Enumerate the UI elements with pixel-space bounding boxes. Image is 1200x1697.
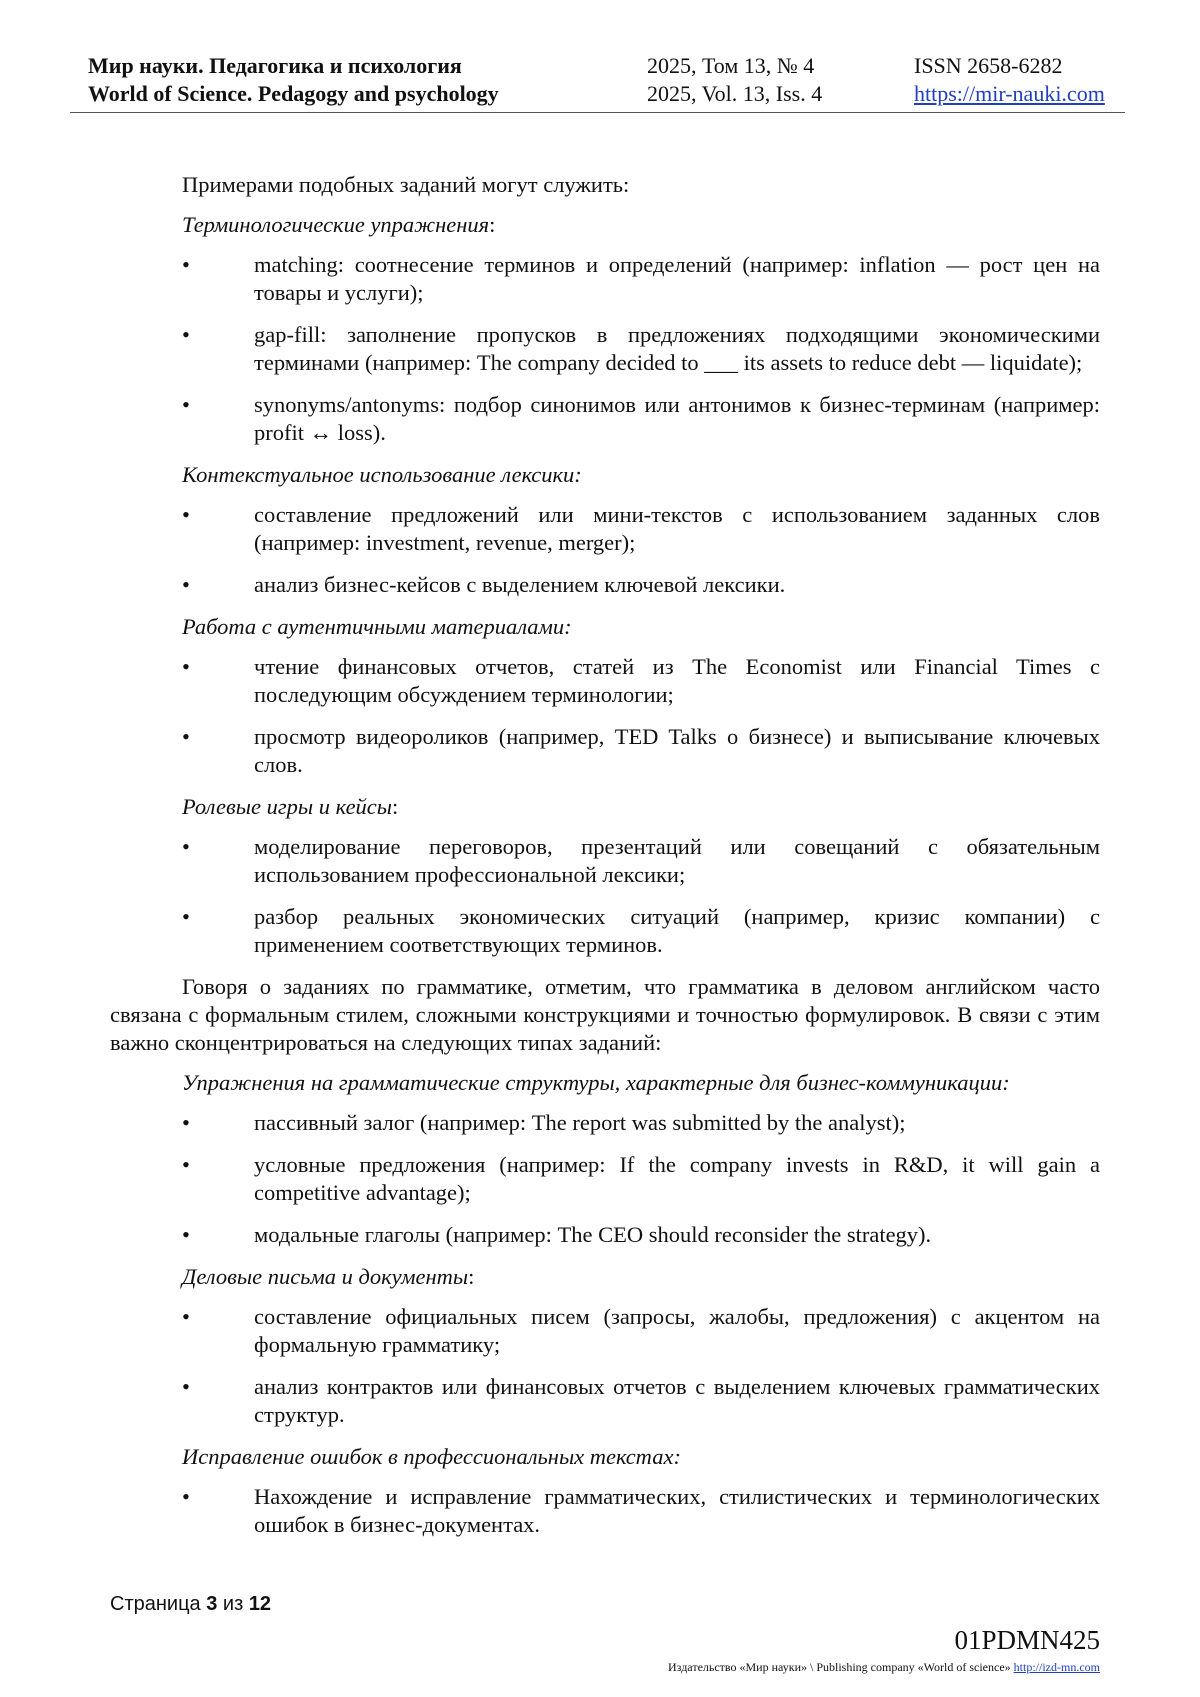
bullet-icon: • bbox=[182, 1373, 190, 1399]
issn-block bbox=[914, 52, 1105, 108]
issue-en: 2025, Vol. 13, Iss. 4 bbox=[647, 81, 823, 106]
bullet-icon: • bbox=[182, 653, 190, 679]
section-title-text: Работа с аутентичными материалами: bbox=[182, 613, 572, 639]
bullet-icon: • bbox=[182, 321, 190, 347]
list-item-text: synonyms/antonyms: подбор синонимов или антонимов к бизнес-терминам (например: profit ↔ loss). bbox=[254, 391, 1100, 445]
list-item-text: Нахождение и исправление грамматических, стилистических и терминологических ошибок в бизнес-документах. bbox=[254, 1483, 1100, 1537]
publisher-line bbox=[668, 1660, 1100, 1675]
issue-ru: 2025, Том 13, № 4 bbox=[647, 53, 815, 78]
list-item-text: анализ бизнес-кейсов с выделением ключевой лексики. bbox=[254, 571, 786, 597]
bullet-list bbox=[110, 653, 1100, 779]
section-title-text: Контекстуальное использование лексики: bbox=[182, 461, 582, 487]
bullet-list bbox=[110, 1303, 1100, 1429]
section-title bbox=[110, 613, 1100, 641]
list-item-text: условные предложения (например: If the company invests in R&D, it will gain a competitive advantage); bbox=[254, 1151, 1100, 1205]
section-title bbox=[110, 1069, 1100, 1097]
list-item bbox=[110, 1151, 1100, 1207]
bullet-icon: • bbox=[182, 1151, 190, 1177]
list-item bbox=[110, 391, 1100, 447]
bullet-icon: • bbox=[182, 1303, 190, 1329]
list-item bbox=[110, 251, 1100, 307]
section-title-colon: : bbox=[489, 211, 496, 237]
issn: ISSN 2658-6282 bbox=[914, 53, 1063, 78]
list-item-text: разбор реальных экономических ситуаций (например, кризис компании) с применением соответствующих терминов. bbox=[254, 903, 1100, 957]
list-item bbox=[110, 1221, 1100, 1249]
section-title-colon: : bbox=[392, 793, 399, 819]
list-item-text: просмотр видеороликов (например, TED Talks о бизнесе) и выписывание ключевых слов. bbox=[254, 723, 1100, 777]
publisher-text: Издательство «Мир науки» \ Publishing company «World of science» bbox=[668, 1660, 1011, 1674]
list-item bbox=[110, 571, 1100, 599]
bullet-list bbox=[110, 501, 1100, 599]
list-item bbox=[110, 321, 1100, 377]
bullet-icon: • bbox=[182, 723, 190, 749]
list-item-text: matching: соотнесение терминов и определений (например: inflation — рост цен на товары и услуги); bbox=[254, 251, 1100, 305]
list-item bbox=[110, 653, 1100, 709]
list-item-text: составление предложений или мини-текстов с использованием заданных слов (например: investment, revenue, merger); bbox=[254, 501, 1100, 555]
list-item-text: чтение финансовых отчетов, статей из The Economist или Financial Times с последующим обсуждением терминологии; bbox=[254, 653, 1100, 707]
task-sections-vocabulary bbox=[110, 211, 1100, 959]
list-item bbox=[110, 833, 1100, 889]
page-total: 12 bbox=[248, 1593, 272, 1615]
section-title-text: Упражнения на грамматические структуры, характерные для бизнес-коммуникации: bbox=[182, 1069, 1010, 1095]
list-item bbox=[110, 1109, 1100, 1137]
section-title bbox=[110, 1443, 1100, 1471]
list-item bbox=[110, 723, 1100, 779]
journal-header bbox=[70, 50, 1125, 113]
bullet-icon: • bbox=[182, 391, 190, 417]
list-item-text: пассивный залог (например: The report was submitted by the analyst); bbox=[254, 1109, 906, 1135]
list-item-text: составление официальных писем (запросы, жалобы, предложения) с акцентом на формальную грамматику; bbox=[254, 1303, 1100, 1357]
publisher-link[interactable]: http://izd-mn.com bbox=[1013, 1660, 1100, 1674]
issue-block bbox=[647, 52, 822, 108]
journal-title-block bbox=[88, 52, 499, 108]
journal-title-ru: Мир науки. Педагогика и психология bbox=[88, 53, 462, 78]
page-number bbox=[110, 1593, 271, 1616]
section-title bbox=[110, 1263, 1100, 1291]
list-item bbox=[110, 501, 1100, 557]
bullet-icon: • bbox=[182, 501, 190, 527]
task-sections-grammar bbox=[110, 1069, 1100, 1539]
intro-paragraph: Примерами подобных заданий могут служить: bbox=[182, 171, 630, 197]
bullet-icon: • bbox=[182, 833, 190, 859]
section-title-text: Терминологические упражнения bbox=[182, 211, 490, 237]
bullet-list bbox=[110, 1483, 1100, 1539]
bullet-icon: • bbox=[182, 903, 190, 929]
bullet-list bbox=[110, 1109, 1100, 1249]
bullet-icon: • bbox=[182, 1221, 190, 1247]
bullet-icon: • bbox=[182, 1483, 190, 1509]
section-title-colon: : bbox=[468, 1263, 475, 1289]
article-body bbox=[110, 148, 1100, 1553]
page-of: из bbox=[222, 1593, 244, 1615]
grammar-paragraph: Говоря о заданиях по грамматике, отметим, что грамматика в деловом английском часто связана с формальным стилем, сложными конструкциями и точностью формулировок. В связи с этим важно сконцентрироваться на следующих типах заданий: bbox=[110, 973, 1100, 1055]
list-item-text: анализ контрактов или финансовых отчетов с выделением ключевых грамматических структур. bbox=[254, 1373, 1100, 1427]
bullet-icon: • bbox=[182, 1109, 190, 1135]
bullet-icon: • bbox=[182, 571, 190, 597]
article-code: 01PDMN425 bbox=[954, 1625, 1100, 1655]
page-word: Страница bbox=[110, 1593, 201, 1615]
section-title bbox=[110, 793, 1100, 821]
bullet-list bbox=[110, 833, 1100, 959]
list-item-text: моделирование переговоров, презентаций или совещаний с обязательным использованием профессиональной лексики; bbox=[254, 833, 1100, 887]
list-item bbox=[110, 1373, 1100, 1429]
list-item bbox=[110, 1483, 1100, 1539]
list-item bbox=[110, 1303, 1100, 1359]
bullet-icon: • bbox=[182, 251, 190, 277]
section-title-text: Деловые письма и документы bbox=[182, 1263, 469, 1289]
list-item bbox=[110, 903, 1100, 959]
section-title bbox=[110, 461, 1100, 489]
section-title-text: Ролевые игры и кейсы bbox=[182, 793, 393, 819]
list-item-text: модальные глаголы (например: The CEO should reconsider the strategy). bbox=[254, 1221, 932, 1247]
page-current: 3 bbox=[206, 1593, 218, 1615]
bullet-list bbox=[110, 251, 1100, 447]
section-title-text: Исправление ошибок в профессиональных текстах: bbox=[182, 1443, 681, 1469]
journal-title-en: World of Science. Pedagogy and psychology bbox=[88, 81, 499, 106]
list-item-text: gap-fill: заполнение пропусков в предложениях подходящими экономическими терминами (например: The company decided to ___ its assets to reduce debt — liquidate); bbox=[254, 321, 1100, 375]
section-title bbox=[110, 211, 1100, 239]
journal-site-link[interactable]: https://mir-nauki.com bbox=[914, 81, 1105, 106]
